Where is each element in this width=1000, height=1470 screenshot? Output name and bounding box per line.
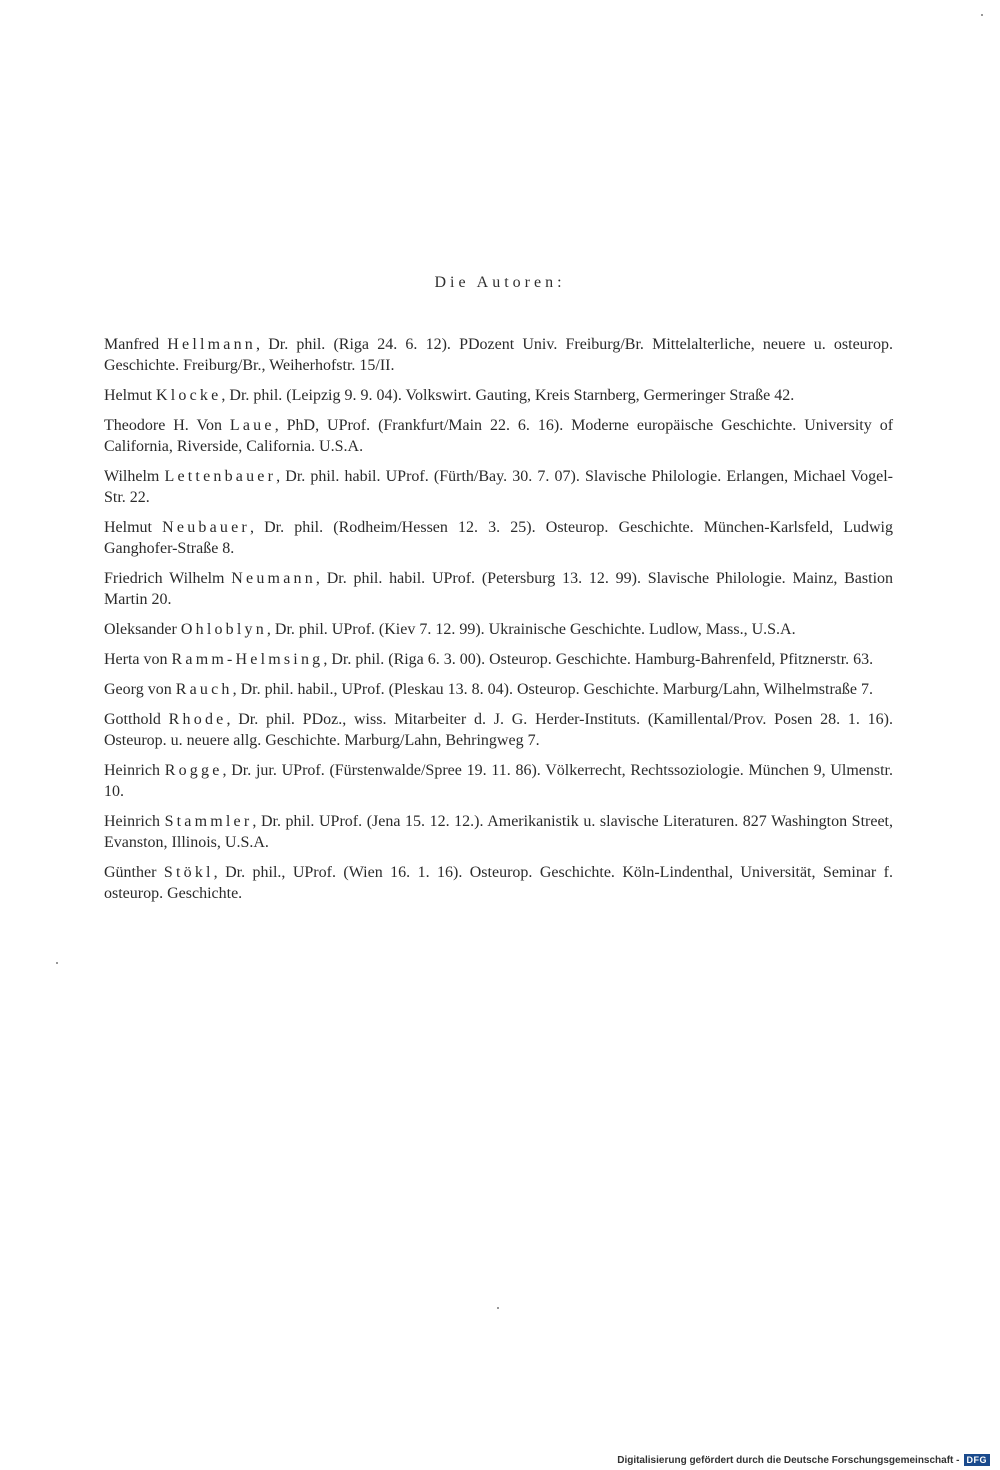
author-entry bbox=[104, 334, 893, 376]
page-heading: Die Autoren: bbox=[434, 274, 566, 291]
author-first-name: Wilhelm bbox=[104, 468, 160, 485]
author-surname: Rhode bbox=[168, 711, 227, 728]
author-first-name: Manfred bbox=[104, 336, 160, 353]
author-entry bbox=[104, 760, 893, 802]
author-surname: Rauch bbox=[175, 681, 233, 698]
author-first-name: Herta von bbox=[104, 651, 168, 668]
author-details: , Dr. phil. habil., UProf. (Pleskau 13. 8. 04). Osteurop. Geschichte. Marburg/Lahn, Wilhelmstraße 7. bbox=[232, 681, 874, 698]
author-details: , Dr. phil. habil. UProf. (Fürth/Bay. 30. 7. 07). Slavische Philologie. Erlangen, Michael Vogel-Str. 22. bbox=[104, 468, 893, 506]
author-surname: Klocke bbox=[156, 387, 222, 404]
author-surname: Stammler bbox=[164, 813, 253, 830]
author-entry bbox=[104, 709, 893, 751]
author-surname: Rogge bbox=[164, 762, 223, 779]
author-entry bbox=[104, 415, 893, 457]
author-details: , Dr. phil. UProf. (Kiev 7. 12. 99). Ukrainische Geschichte. Ludlow, Mass., U.S.A. bbox=[266, 621, 796, 638]
author-first-name: Oleksander bbox=[104, 621, 177, 638]
author-first-name: Helmut bbox=[104, 519, 152, 536]
author-surname: Hellmann bbox=[167, 336, 256, 353]
scan-speck bbox=[56, 962, 58, 964]
author-entry bbox=[104, 679, 893, 700]
scan-speck bbox=[497, 1307, 499, 1309]
scan-speck bbox=[981, 14, 983, 16]
author-first-name: Georg von bbox=[104, 681, 172, 698]
author-first-name: Helmut bbox=[104, 387, 152, 404]
author-entry bbox=[104, 862, 893, 904]
author-details: , Dr. phil. habil. UProf. (Petersburg 13. 12. 99). Slavische Philologie. Mainz, Bastion Martin 20. bbox=[104, 570, 894, 608]
author-surname: Ohloblyn bbox=[180, 621, 267, 638]
author-surname: Laue bbox=[229, 417, 275, 434]
author-details: , Dr. phil., UProf. (Wien 16. 1. 16). Osteurop. Geschichte. Köln-Lindenthal, Universität, Seminar f. osteurop. Geschichte. bbox=[104, 864, 894, 902]
author-entry bbox=[104, 385, 893, 406]
author-details: , Dr. jur. UProf. (Fürstenwalde/Spree 19. 11. 86). Völkerrecht, Rechtssoziologie. München 9, Ulmenstr. 10. bbox=[104, 762, 894, 800]
author-details: , Dr. phil. (Leipzig 9. 9. 04). Volkswirt. Gauting, Kreis Starnberg, Germeringer Straße 42. bbox=[221, 387, 795, 404]
author-surname: Stökl bbox=[163, 864, 214, 881]
author-surname: Ramm-Helmsing bbox=[171, 651, 324, 668]
author-details: , Dr. phil. (Riga 6. 3. 00). Osteurop. Geschichte. Hamburg-Bahrenfeld, Pfitznerstr. 63. bbox=[323, 651, 874, 668]
author-first-name: Heinrich bbox=[104, 813, 160, 830]
author-first-name: Heinrich bbox=[104, 762, 160, 779]
author-first-name: Friedrich Wilhelm bbox=[104, 570, 225, 587]
digitization-credit bbox=[617, 1454, 990, 1466]
author-surname: Neubauer bbox=[162, 519, 250, 536]
author-entry bbox=[104, 517, 893, 559]
author-first-name: Gotthold bbox=[104, 711, 161, 728]
credit-text: Digitalisierung gefördert durch die Deutsche Forschungsgemeinschaft - bbox=[617, 1454, 960, 1466]
author-entry bbox=[104, 811, 893, 853]
author-details: , Dr. phil. PDoz., wiss. Mitarbeiter d. J. G. Herder-Instituts. (Kamillental/Prov. Posen 28. 1. 16). Osteurop. u. neuere allg. Geschichte. Marburg/Lahn, Behringweg 7. bbox=[104, 711, 893, 749]
author-first-name: Theodore H. Von bbox=[104, 417, 222, 434]
author-entry bbox=[104, 619, 893, 640]
author-entry bbox=[104, 649, 893, 670]
author-list bbox=[104, 334, 893, 913]
author-details: , Dr. phil. (Rodheim/Hessen 12. 3. 25). Osteurop. Geschichte. München-Karlsfeld, Ludwig Ganghofer-Straße 8. bbox=[104, 519, 893, 557]
author-details: , Dr. phil. UProf. (Jena 15. 12. 12.). Amerikanistik u. slavische Literaturen. 827 Washington Street, Evanston, Illinois, U.S.A. bbox=[104, 813, 893, 851]
author-details: , PhD, UProf. (Frankfurt/Main 22. 6. 16). Moderne europäische Geschichte. University of California, Riverside, California. U.S.A. bbox=[104, 417, 894, 455]
author-surname: Lettenbauer bbox=[164, 468, 277, 485]
author-entry bbox=[104, 568, 893, 610]
author-surname: Neumann bbox=[231, 570, 316, 587]
author-details: , Dr. phil. (Riga 24. 6. 12). PDozent Univ. Freiburg/Br. Mittelalterliche, neuere u. osteurop. Geschichte. Freiburg/Br., Weiherhofstr. 15/II. bbox=[104, 336, 894, 374]
dfg-logo-icon: DFG bbox=[964, 1454, 991, 1466]
author-entry bbox=[104, 466, 893, 508]
author-first-name: Günther bbox=[104, 864, 157, 881]
